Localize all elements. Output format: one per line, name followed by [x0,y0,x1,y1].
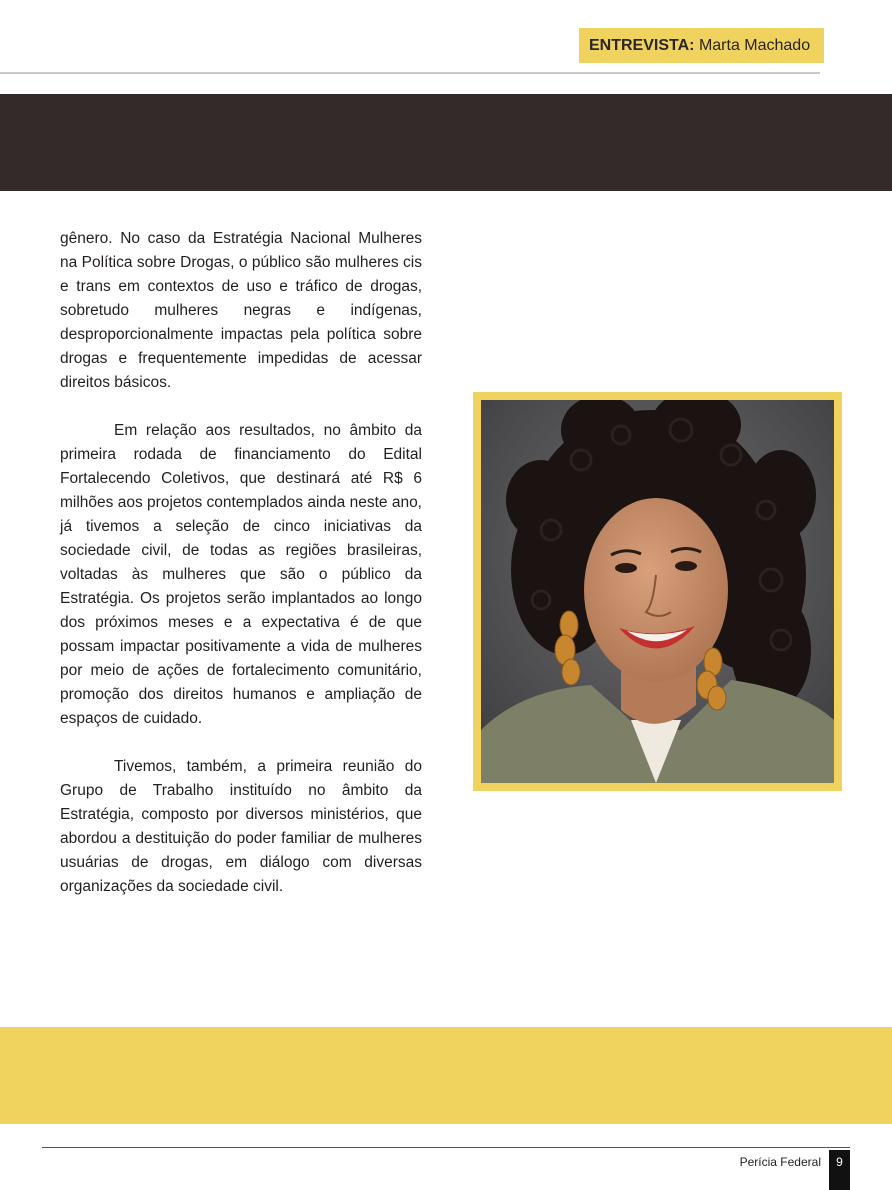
article-body [60,227,422,923]
article-paragraph: Em relação aos resultados, no âmbito da primeira rodada de financiamento do Edital Fortalecendo Coletivos, que destinará até R$ 6 milhões aos projetos contemplados ainda neste ano, já tivemos a seleção de cinco iniciativas da sociedade civil, de todas as regiões brasileiras, voltadas às mulheres que são o público da Estratégia. Os projetos serão implantados ao longo dos próximos meses e a expectativa é de que possam impactar positivamente a vida de mulheres por meio de ações de fortalecimento comunitário, promoção dos direitos humanos e ampliação de espaços de cuidado. [60,422,422,727]
portrait-frame [473,392,842,791]
page-number: 9 [829,1150,850,1190]
footer-divider [42,1147,850,1148]
portrait-photo [481,400,834,783]
article-paragraph: Tivemos, também, a primeira reunião do Grupo de Trabalho instituído no âmbito da Estratégia, composto por diversos ministérios, que abordou a destituição do poder familiar de mulheres usuárias de drogas, em diálogo com diversas organizações da sociedade civil. [60,758,422,895]
publication-name: Perícia Federal [739,1155,821,1169]
article-paragraph: gênero. No caso da Estratégia Nacional Mulheres na Política sobre Drogas, o público são mulheres cis e trans em contextos de uso e tráfico de drogas, sobretudo mulheres negras e indígenas, desproporcionalmente impactas pela política sobre drogas e frequentemente impedidas de acessar direitos básicos. [60,230,422,391]
section-tag [579,28,824,63]
section-label: ENTREVISTA: [589,37,695,54]
header-divider [0,72,820,74]
interviewee-name: Marta Machado [698,37,811,54]
dark-header-band [0,94,892,191]
footer-accent-band [0,1027,892,1124]
